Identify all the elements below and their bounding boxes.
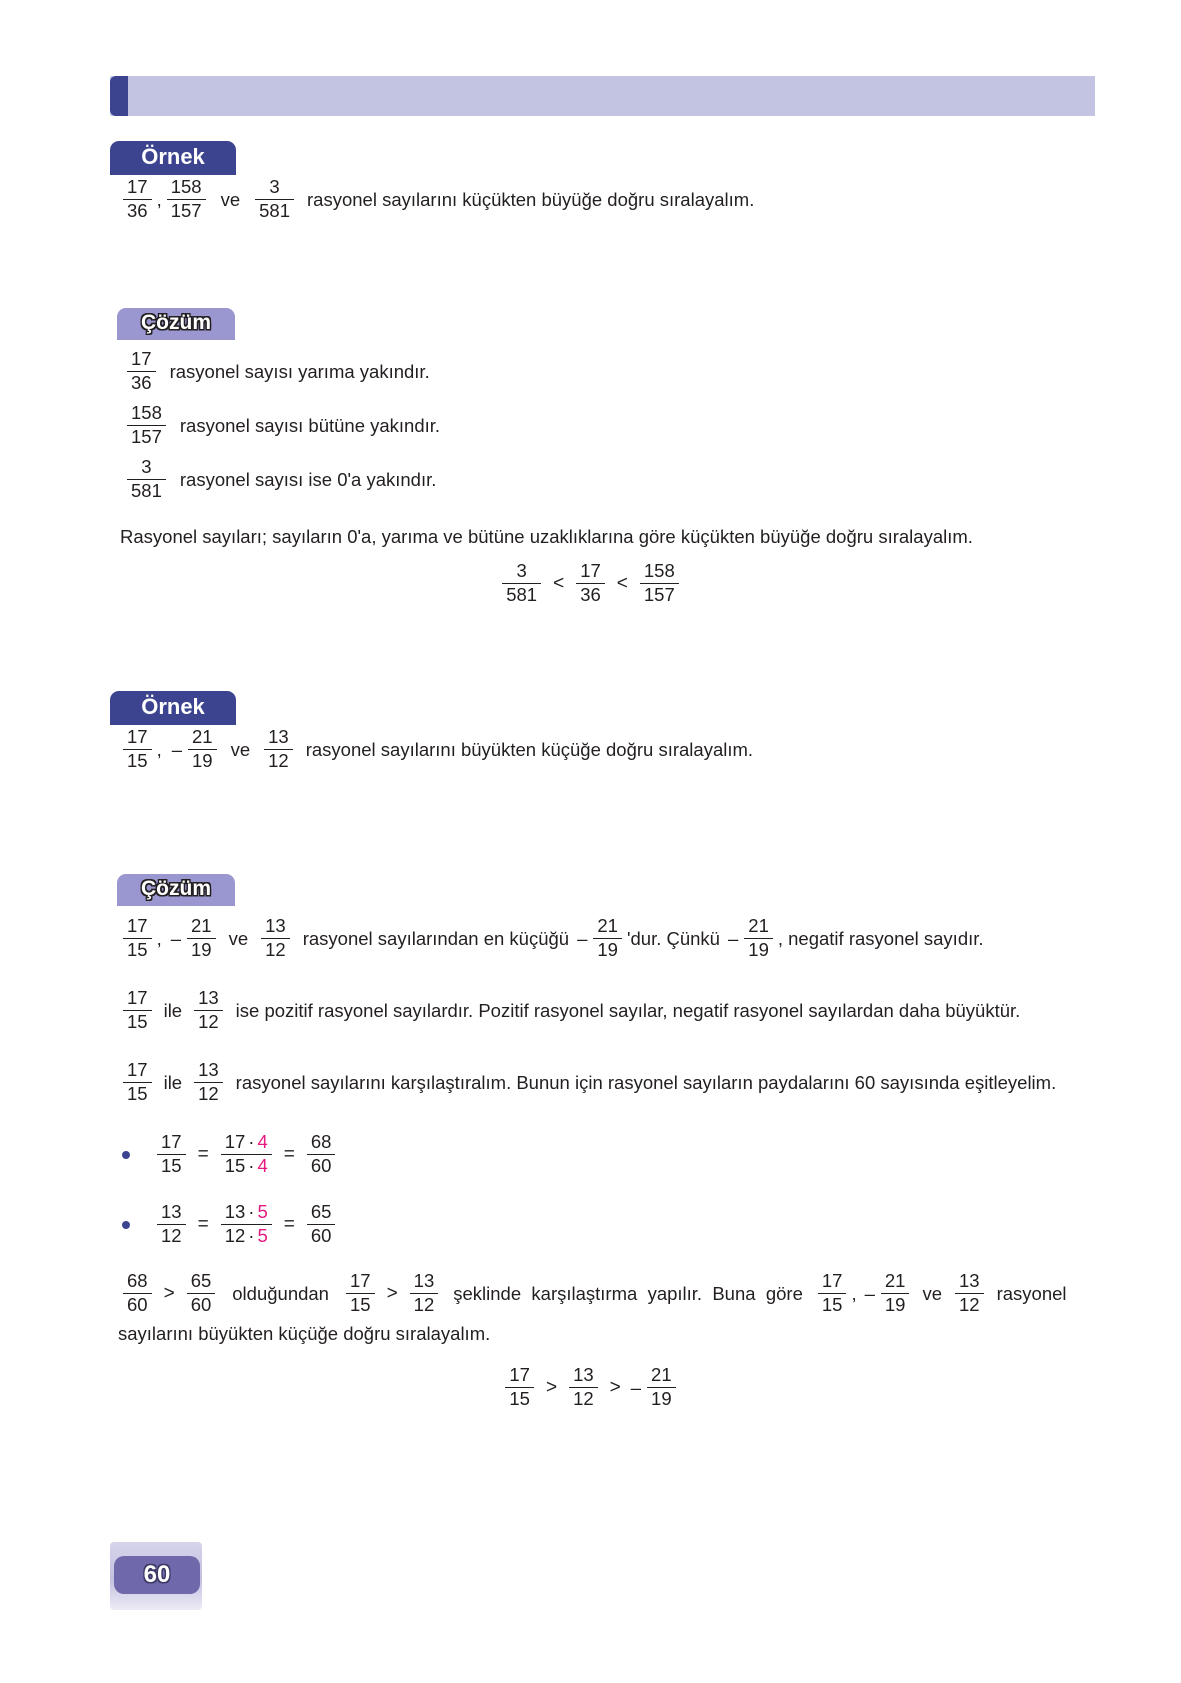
s2l1-minus-3: –	[727, 928, 739, 950]
b2-multiplier-den: 5	[257, 1224, 268, 1246]
result1-operator-1: <	[553, 573, 565, 595]
s2l1-fraction-21-19-a: $\frac{21}{19}$	[187, 916, 216, 960]
solution1-line-3-text: rasyonel sayısı ise 0'a yakındır.	[179, 469, 437, 491]
c-fraction-13-12-b: $\frac{13}{12}$	[955, 1271, 984, 1315]
page-number-badge	[114, 1556, 200, 1594]
solution2-conclusion-line2: sayılarını büyükten küçüğe doğru sıralayalım.	[118, 1323, 491, 1344]
comma-separator: ,	[156, 189, 162, 211]
s2l1-text-2: 'dur. Çünkü	[626, 928, 720, 950]
c-text-middle: şeklinde karşılaştırma yapılır. Buna göre	[453, 1283, 803, 1305]
fraction-17-36-b: $\frac{17}{36}$	[127, 349, 156, 393]
solution1-line-2	[122, 404, 440, 448]
b1-multiplier-num: 4	[257, 1131, 268, 1152]
s2l1-text-1: rasyonel sayılarından en küçüğü	[302, 928, 570, 950]
c-operator-1: >	[163, 1283, 175, 1305]
b1-fraction-68-60: $\frac{68}{60}$	[307, 1132, 336, 1176]
fraction-13-12: $\frac{13}{12}$	[264, 727, 293, 771]
b1-multiplier-den: 4	[257, 1154, 268, 1176]
solution1-line-1	[122, 350, 430, 394]
fraction-3-581-b: $\frac{3}{581}$	[127, 457, 166, 501]
c-text-olduğundan: olduğundan	[232, 1283, 329, 1305]
s2l1-minus-2: –	[577, 928, 588, 950]
result2-fraction-13-12: $\frac{13}{12}$	[569, 1365, 598, 1409]
s2l1-comma: ,	[156, 928, 162, 950]
fraction-158-157-b: $\frac{158}{157}$	[127, 403, 166, 447]
result2-operator-2: >	[609, 1377, 621, 1399]
fraction-17-15: $\frac{17}{15}$	[123, 727, 152, 771]
s2l3-fraction-13-12: $\frac{13}{12}$	[194, 1060, 223, 1104]
solution2-bullet-1	[122, 1133, 340, 1177]
solution2-conclusion-line1	[118, 1272, 1067, 1316]
badge-ornek-1	[110, 141, 236, 175]
comma-separator-2: ,	[156, 739, 162, 761]
badge-ornek-2	[110, 691, 236, 725]
header-tab-marker	[110, 76, 128, 116]
c-fraction-68-60: $\frac{68}{60}$	[123, 1271, 152, 1315]
fraction-3-581: $\frac{3}{581}$	[255, 177, 294, 221]
page-number-container	[106, 1538, 202, 1614]
example1-statement	[118, 178, 754, 222]
solution1-line-3	[122, 458, 436, 502]
c-fraction-13-12: $\frac{13}{12}$	[410, 1271, 439, 1315]
s2l3-text-tail: rasyonel sayılarını karşılaştıralım. Bunun için rasyonel sayıların paydalarını 60 sayısında eşitleyelim.	[235, 1072, 1057, 1094]
header-band	[110, 76, 1095, 116]
conjunction-ve-1: ve	[220, 189, 241, 211]
bullet-dot-icon-2	[122, 1221, 130, 1229]
s2l2-text-tail: ise pozitif rasyonel sayılardır. Pozitif rasyonel sayılar, negatif rasyonel sayılardan daha büyüktür.	[235, 1000, 1021, 1022]
c-fraction-17-15-b: $\frac{17}{15}$	[818, 1271, 847, 1315]
solution1-line-1-text: rasyonel sayısı yarıma yakındır.	[169, 361, 430, 383]
solution1-result	[0, 562, 1181, 606]
s2l1-text-3: , negatif rasyonel sayıdır.	[777, 928, 984, 950]
result2-fraction-17-15: $\frac{17}{15}$	[505, 1365, 534, 1409]
solution1-line-2-text: rasyonel sayısı bütüne yakındır.	[179, 415, 441, 437]
badge-ornek-1-label: Örnek	[141, 144, 205, 169]
fraction-158-157: $\frac{158}{157}$	[167, 177, 206, 221]
badge-ornek-2-label: Örnek	[141, 694, 205, 719]
s2l3-text-ile: ile	[163, 1072, 183, 1094]
result1-operator-2: <	[616, 573, 628, 595]
s2l2-fraction-13-12: $\frac{13}{12}$	[194, 988, 223, 1032]
badge-cozum-2-label: Çözüm	[141, 877, 211, 900]
s2l1-conjunction-ve: ve	[228, 928, 249, 950]
badge-cozum-1-label: Çözüm	[141, 311, 211, 334]
result2-fraction-21-19: $\frac{21}{19}$	[647, 1365, 676, 1409]
solution2-result	[0, 1366, 1181, 1410]
b1-fraction-17-15: $\frac{17}{15}$	[157, 1132, 186, 1176]
c-operator-2: >	[386, 1283, 398, 1305]
s2l2-fraction-17-15: $\frac{17}{15}$	[123, 988, 152, 1032]
solution1-line-4: Rasyonel sayıları; sayıların 0'a, yarıma ve bütüne uzaklıklarına göre küçükten büyüğe doğru sıralayalım.	[120, 526, 973, 547]
b2-fraction-expanded: $\frac{13 \cdot 5}{12 \cdot 5}$	[221, 1202, 272, 1246]
example2-statement-tail: rasyonel sayılarını büyükten küçüğe doğru sıralayalım.	[305, 739, 754, 761]
s2l1-fraction-13-12: $\frac{13}{12}$	[261, 916, 290, 960]
s2l2-text-ile: ile	[163, 1000, 183, 1022]
badge-cozum-1	[117, 308, 235, 340]
result1-fraction-158-157: $\frac{158}{157}$	[640, 561, 679, 605]
page-number-label: 60	[143, 1561, 171, 1588]
b2-multiplier-num: 5	[257, 1201, 268, 1222]
s2l3-fraction-17-15: $\frac{17}{15}$	[123, 1060, 152, 1104]
b2-equals-2: =	[283, 1214, 295, 1236]
b1-equals-1: =	[197, 1144, 209, 1166]
minus-sign-1: –	[171, 739, 183, 761]
s2l1-fraction-17-15: $\frac{17}{15}$	[123, 916, 152, 960]
result2-minus: –	[630, 1377, 642, 1399]
result2-operator-1: >	[545, 1377, 558, 1399]
fraction-21-19: $\frac{21}{19}$	[188, 727, 217, 771]
c-text-rasyonel: rasyonel	[996, 1283, 1067, 1305]
b2-fraction-13-12: $\frac{13}{12}$	[157, 1202, 186, 1246]
conjunction-ve-2: ve	[230, 739, 251, 761]
b1-equals-2: =	[283, 1144, 295, 1166]
bullet-dot-icon-1	[122, 1151, 130, 1159]
result1-fraction-3-581: $\frac{3}{581}$	[502, 561, 541, 605]
c-comma: ,	[851, 1283, 857, 1305]
c-fraction-21-19: $\frac{21}{19}$	[881, 1271, 910, 1315]
result1-fraction-17-36: $\frac{17}{36}$	[576, 561, 605, 605]
c-minus: –	[864, 1283, 875, 1305]
s2l1-fraction-21-19-b: $\frac{21}{19}$	[593, 916, 622, 960]
b2-fraction-65-60: $\frac{65}{60}$	[307, 1202, 336, 1246]
fraction-17-36: $\frac{17}{36}$	[123, 177, 152, 221]
s2l1-fraction-21-19-c: $\frac{21}{19}$	[744, 916, 773, 960]
c-conjunction-ve: ve	[922, 1283, 942, 1305]
example2-statement	[118, 728, 753, 772]
b2-equals-1: =	[197, 1214, 209, 1236]
s2l1-minus-1: –	[170, 928, 182, 950]
example1-statement-tail: rasyonel sayılarını küçükten büyüğe doğru sıralayalım.	[307, 189, 755, 211]
solution2-line-1	[118, 917, 984, 961]
b1-fraction-expanded: $\frac{17 \cdot 4}{15 \cdot 4}$	[221, 1132, 272, 1176]
badge-cozum-2	[117, 874, 235, 906]
solution2-line-3	[118, 1061, 1056, 1105]
solution2-line-2	[118, 989, 1020, 1033]
solution2-bullet-2	[122, 1203, 340, 1247]
c-fraction-65-60: $\frac{65}{60}$	[187, 1271, 216, 1315]
c-fraction-17-15: $\frac{17}{15}$	[346, 1271, 375, 1315]
